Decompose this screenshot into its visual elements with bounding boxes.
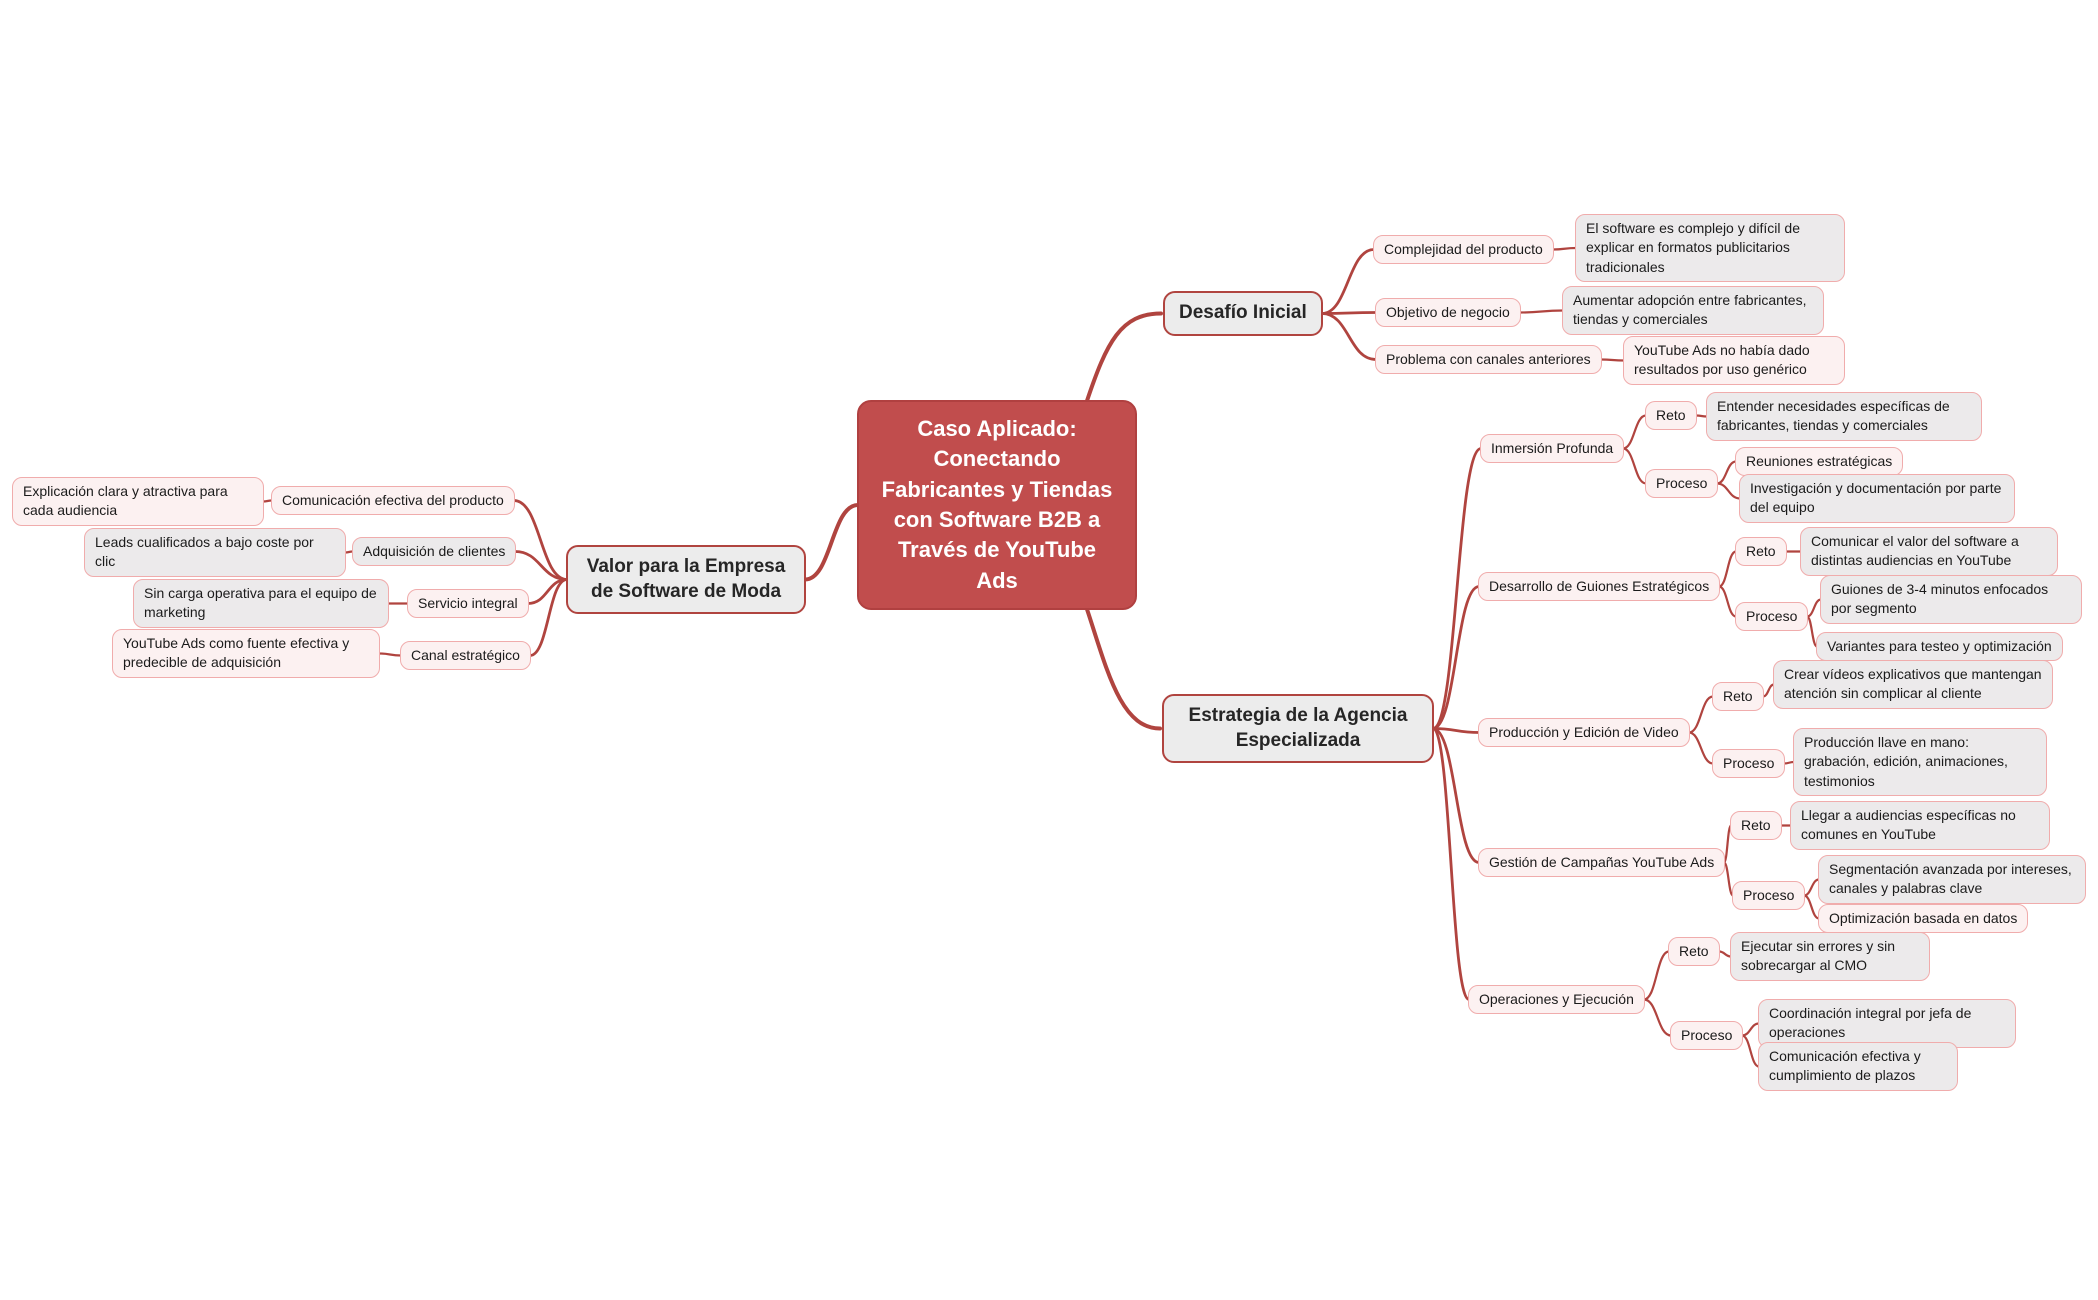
branch-valor-empresa[interactable]: Valor para la Empresa de Software de Moda (566, 545, 806, 614)
node-objetivo-negocio[interactable]: Objetivo de negocio (1375, 298, 1521, 327)
node-inmersion-profunda[interactable]: Inmersión Profunda (1480, 434, 1624, 463)
leaf-investigacion-documentacion[interactable]: Investigación y documentación por parte del equipo (1739, 474, 2015, 523)
leaf-comunicar-valor[interactable]: Comunicar el valor del software a distintas audiencias en YouTube (1800, 527, 2058, 576)
connector-n-proceso4-n-segmentacion (1804, 880, 1819, 896)
connector-n-proceso4-n-optimizacion (1804, 896, 1819, 919)
node-comunicacion-efectiva[interactable]: Comunicación efectiva del producto (271, 486, 515, 515)
node-guiones-proceso[interactable]: Proceso (1735, 602, 1808, 631)
node-guiones-reto[interactable]: Reto (1735, 537, 1787, 566)
connector-n-problema-n-ytgen (1601, 360, 1624, 361)
connector-n-operaciones-n-proceso5 (1644, 1000, 1671, 1036)
connector-n-canal-n-ytfuente (379, 654, 401, 656)
node-campanas-reto[interactable]: Reto (1730, 811, 1782, 840)
leaf-guiones-3-4-minutos[interactable]: Guiones de 3-4 minutos enfocados por segmento (1820, 575, 2082, 624)
node-produccion-video[interactable]: Producción y Edición de Video (1478, 718, 1690, 747)
leaf-llegar-audiencias[interactable]: Llegar a audiencias específicas no comunes en YouTube (1790, 801, 2050, 850)
leaf-leads-cualificados[interactable]: Leads cualificados a bajo coste por clic (84, 528, 346, 577)
node-gestion-campanas[interactable]: Gestión de Campañas YouTube Ads (1478, 848, 1725, 877)
node-canal-estrategico[interactable]: Canal estratégico (400, 641, 531, 670)
connector-n-root-n-valor (805, 505, 858, 580)
leaf-software-complejo[interactable]: El software es complejo y difícil de explicar en formatos publicitarios tradicionales (1575, 214, 1845, 282)
leaf-crear-videos-explicativos[interactable]: Crear vídeos explicativos que mantengan atención sin complicar al cliente (1773, 660, 2053, 709)
node-video-proceso[interactable]: Proceso (1712, 749, 1785, 778)
leaf-comunicacion-plazos[interactable]: Comunicación efectiva y cumplimiento de plazos (1758, 1042, 1958, 1091)
leaf-aumentar-adopcion[interactable]: Aumentar adopción entre fabricantes, tiendas y comerciales (1562, 286, 1824, 335)
node-operaciones-ejecucion[interactable]: Operaciones y Ejecución (1468, 985, 1645, 1014)
leaf-explicacion-clara[interactable]: Explicación clara y atractiva para cada audiencia (12, 477, 264, 526)
node-desarrollo-guiones[interactable]: Desarrollo de Guiones Estratégicos (1478, 572, 1720, 601)
node-video-reto[interactable]: Reto (1712, 682, 1764, 711)
connector-n-proceso1-n-investigacion (1717, 484, 1740, 499)
node-inmersion-proceso[interactable]: Proceso (1645, 469, 1718, 498)
connector-n-desafio-n-objetivo (1322, 313, 1376, 314)
leaf-sin-carga-operativa[interactable]: Sin carga operativa para el equipo de marketing (133, 579, 389, 628)
root-node[interactable]: Caso Aplicado: Conectando Fabricantes y Tiendas con Software B2B a Través de YouTube Ads (857, 400, 1137, 610)
connector-n-desarrollo-n-reto2 (1719, 552, 1736, 587)
connector-n-proceso1-n-reuniones (1717, 462, 1736, 484)
connector-n-desarrollo-n-proceso2 (1719, 587, 1736, 617)
connector-n-inmersion-n-reto1 (1623, 416, 1646, 449)
connector-n-proceso5-n-coordinacion (1742, 1024, 1759, 1036)
leaf-youtube-uso-generico[interactable]: YouTube Ads no había dado resultados por uso genérico (1623, 336, 1845, 385)
leaf-variantes-testeo[interactable]: Variantes para testeo y optimización (1816, 632, 2063, 661)
branch-desafio-inicial[interactable]: Desafío Inicial (1163, 291, 1323, 336)
connector-n-operaciones-n-reto5 (1644, 952, 1669, 1000)
connector-n-prodvideo-n-proceso3 (1689, 733, 1713, 764)
leaf-coordinacion-integral[interactable]: Coordinación integral por jefa de operaciones (1758, 999, 2016, 1048)
node-inmersion-reto[interactable]: Reto (1645, 401, 1697, 430)
leaf-optimizacion-datos[interactable]: Optimización basada en datos (1818, 904, 2028, 933)
connector-n-proceso5-n-complazos (1742, 1036, 1759, 1067)
leaf-ejecutar-sin-errores[interactable]: Ejecutar sin errores y sin sobrecargar al CMO (1730, 932, 1930, 981)
connector-n-valor-n-com (514, 501, 567, 580)
node-servicio-integral[interactable]: Servicio integral (407, 589, 529, 618)
connector-n-desafio-n-complejidad (1322, 250, 1374, 314)
leaf-produccion-llave-en-mano[interactable]: Producción llave en mano: grabación, edición, animaciones, testimonios (1793, 728, 2047, 796)
leaf-reuniones-estrategicas[interactable]: Reuniones estratégicas (1735, 447, 1903, 476)
connector-n-inmersion-n-proceso1 (1623, 449, 1646, 484)
node-operaciones-proceso[interactable]: Proceso (1670, 1021, 1743, 1050)
connector-n-complejidad-n-softcomplejo (1553, 248, 1576, 250)
leaf-entender-necesidades[interactable]: Entender necesidades específicas de fabricantes, tiendas y comerciales (1706, 392, 1982, 441)
connector-n-desafio-n-problema (1322, 314, 1376, 360)
connector-n-root-n-estrategia (1087, 608, 1160, 729)
node-operaciones-reto[interactable]: Reto (1668, 937, 1720, 966)
leaf-youtube-fuente-efectiva[interactable]: YouTube Ads como fuente efectiva y predecible de adquisición (112, 629, 380, 678)
node-campanas-proceso[interactable]: Proceso (1732, 881, 1805, 910)
connector-n-objetivo-n-aumentar (1520, 311, 1563, 313)
connector-n-root-n-desafio (1087, 314, 1161, 403)
leaf-segmentacion-avanzada[interactable]: Segmentación avanzada por intereses, canales y palabras clave (1818, 855, 2086, 904)
node-problema-canales[interactable]: Problema con canales anteriores (1375, 345, 1602, 374)
connector-n-proceso2-n-guiones (1807, 600, 1821, 617)
connector-n-prodvideo-n-reto3 (1689, 697, 1713, 733)
node-complejidad-producto[interactable]: Complejidad del producto (1373, 235, 1554, 264)
node-adquisicion-clientes[interactable]: Adquisición de clientes (352, 537, 516, 566)
branch-estrategia-agencia[interactable]: Estrategia de la Agencia Especializada (1162, 694, 1434, 763)
